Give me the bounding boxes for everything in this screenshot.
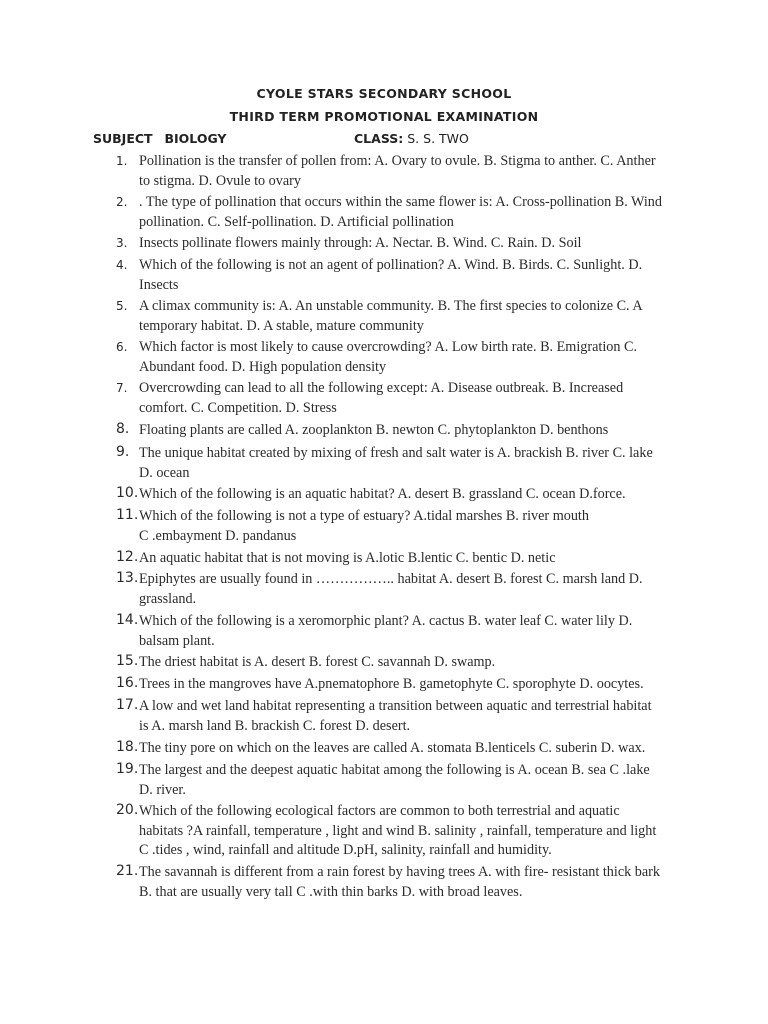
question-number: 21. [116, 863, 139, 879]
question-text [139, 152, 674, 191]
question-line: The tiny pore on which on the leaves are called A. stomata B.lenticels C. suberin D. wax. [139, 740, 646, 756]
question-number: 1. [116, 154, 128, 168]
question-line: Pollination is the transfer of pollen from: A. Ovary to ovule. B. Stigma to anther. C. Anther [139, 153, 656, 169]
question-line: balsam plant. [139, 632, 215, 649]
class-label: CLASS: [354, 131, 404, 146]
question-text [139, 739, 674, 759]
question-line: grassland. [139, 590, 197, 607]
question-number: 3. [116, 236, 128, 250]
question-line: Which of the following is a xeromorphic plant? A. cactus B. water leaf C. water lily D. [139, 613, 633, 629]
class-value: S. S. TWO [407, 131, 469, 146]
subject-value: BIOLOGY [164, 131, 227, 146]
question-number: 9. [116, 444, 130, 460]
question-line: Trees in the mangroves have A.pnematophore B. gametophyte C. sporophyte D. oocytes. [139, 676, 644, 692]
question-line: is A. marsh land B. brackish C. forest D. desert. [139, 717, 411, 734]
question-text [139, 234, 674, 254]
school-name: CYOLE STARS SECONDARY SCHOOL [256, 86, 512, 101]
question-text [139, 256, 674, 295]
question-line: . The type of pollination that occurs within the same flower is: A. Cross-pollination B. Wind [139, 194, 662, 210]
question-number: 5. [116, 299, 128, 313]
question-text [139, 297, 674, 336]
question-number: 11. [116, 507, 139, 523]
question-text [139, 570, 674, 609]
question-number: 7. [116, 381, 128, 395]
question-line: Which of the following is not an agent of pollination? A. Wind. B. Birds. C. Sunlight. D. [139, 257, 643, 273]
question-line: Abundant food. D. High population density [139, 358, 387, 375]
question-text [139, 444, 674, 483]
question-text [139, 421, 674, 441]
question-line: C .tides , wind, rainfall and altitude D.pH, salinity, rainfall and humidity. [139, 842, 552, 858]
question-line: habitats ?A rainfall, temperature , light and wind B. salinity , rainfall, temperature and light [139, 822, 657, 839]
question-line: Which factor is most likely to cause overcrowding? A. Low birth rate. B. Emigration C. [139, 339, 638, 355]
question-line: A climax community is: A. An unstable community. B. The first species to colonize C. A [139, 298, 643, 314]
question-line: Insects pollinate flowers mainly through: A. Nectar. B. Wind. C. Rain. D. Soil [139, 235, 582, 251]
question-line: temporary habitat. D. A stable, mature community [139, 317, 424, 334]
question-line: The largest and the deepest aquatic habitat among the following is A. ocean B. sea C .lake [139, 762, 650, 778]
question-line: Which of the following is an aquatic habitat? A. desert B. grassland C. ocean D.force. [139, 486, 626, 502]
question-text [139, 338, 674, 377]
question-text [139, 507, 674, 546]
question-line: to stigma. D. Ovule to ovary [139, 172, 301, 189]
class-info [354, 131, 469, 146]
question-text [139, 653, 674, 673]
question-line: Epiphytes are usually found in …………….. habitat A. desert B. forest C. marsh land D. [139, 571, 643, 587]
question-number: 18. [116, 739, 139, 755]
question-text [139, 863, 674, 902]
question-text [139, 485, 674, 505]
question-line: A low and wet land habitat representing a transition between aquatic and terrestrial habitat [139, 698, 652, 714]
question-text [139, 549, 674, 569]
question-text [139, 761, 674, 800]
question-line: C .embayment D. pandanus [139, 527, 297, 544]
question-line: The savannah is different from a rain forest by having trees A. with fire- resistant thick bark [139, 864, 660, 880]
question-line: An aquatic habitat that is not moving is A.lotic B.lentic C. bentic D. netic [139, 550, 556, 566]
question-line: Insects [139, 276, 179, 293]
subject-class-line [93, 131, 693, 146]
question-number: 16. [116, 675, 139, 691]
question-number: 6. [116, 340, 128, 354]
exam-title: THIRD TERM PROMOTIONAL EXAMINATION [229, 109, 539, 124]
question-number: 10. [116, 485, 139, 501]
question-text [139, 802, 674, 861]
question-line: The unique habitat created by mixing of fresh and salt water is A. brackish B. river C. lake [139, 445, 653, 461]
question-text [139, 193, 674, 232]
question-line: Which of the following ecological factors are common to both terrestrial and aquatic [139, 803, 620, 819]
question-text [139, 697, 674, 736]
question-number: 14. [116, 612, 139, 628]
subject-label: SUBJECT [93, 131, 153, 146]
question-number: 20. [116, 802, 139, 818]
question-number: 4. [116, 258, 128, 272]
question-number: 17. [116, 697, 139, 713]
question-number: 8. [116, 421, 130, 437]
question-line: Floating plants are called A. zooplankton B. newton C. phytoplankton D. benthons [139, 422, 609, 438]
question-number: 15. [116, 653, 139, 669]
question-text [139, 379, 674, 418]
question-text [139, 612, 674, 651]
question-line: B. that are usually very tall C .with thin barks D. with broad leaves. [139, 883, 523, 900]
question-text [139, 675, 674, 695]
question-line: Overcrowding can lead to all the following except: A. Disease outbreak. B. Increased [139, 380, 624, 396]
question-line: The driest habitat is A. desert B. forest C. savannah D. swamp. [139, 654, 496, 670]
question-number: 13. [116, 570, 139, 586]
question-line: D. river. [139, 781, 186, 798]
question-number: 19. [116, 761, 139, 777]
question-line: pollination. C. Self-pollination. D. Artificial pollination [139, 213, 454, 230]
question-number: 12. [116, 549, 139, 565]
question-line: Which of the following is not a type of estuary? A.tidal marshes B. river mouth [139, 508, 589, 524]
question-number: 2. [116, 195, 128, 209]
question-line: D. ocean [139, 464, 190, 481]
question-line: comfort. C. Competition. D. Stress [139, 399, 337, 416]
